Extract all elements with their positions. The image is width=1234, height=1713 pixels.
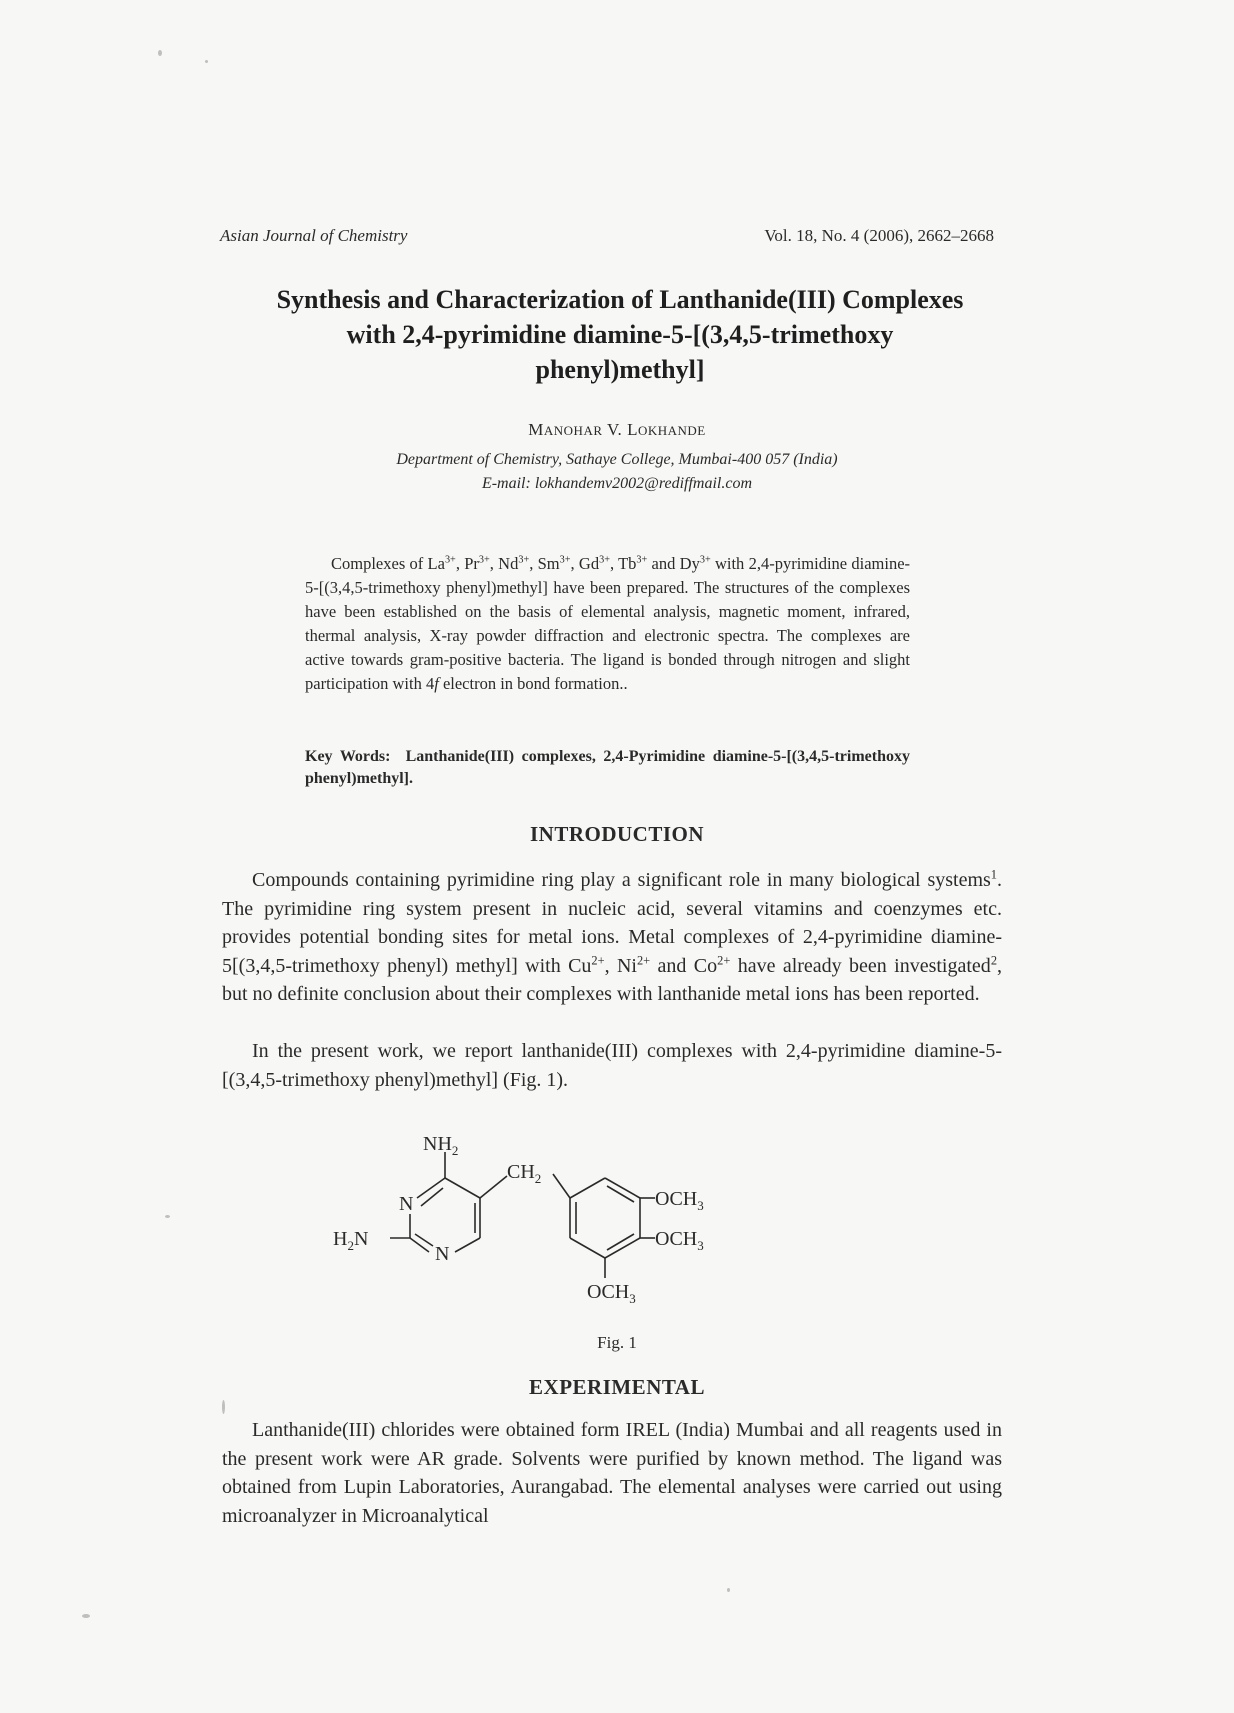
author-affiliation	[0, 448, 1234, 496]
section-heading-introduction: INTRODUCTION	[529, 822, 705, 846]
keywords-label: Key Words:	[305, 748, 391, 765]
scan-speck	[82, 1614, 90, 1618]
label-nh2-top: $NH_2$	[423, 1133, 459, 1158]
label-h2n: $H_2N$	[333, 1228, 369, 1253]
figure-caption: Fig. 1	[597, 1333, 637, 1352]
author-name: MANOHAR V. LOKHANDE	[528, 420, 706, 439]
scan-speck	[158, 50, 162, 56]
label-ch2: $CH_2$	[507, 1161, 542, 1186]
label-och3-3: $OCH_3$	[587, 1281, 636, 1306]
keywords-text: Lanthanide(III) complexes, 2,4-Pyrimidine diamine-5-[(3,4,5-trimethoxy phenyl)methyl].	[305, 748, 910, 787]
volume-info: Vol. 18, No. 4 (2006), 2662–2668	[764, 226, 994, 245]
abstract: Complexes of $La^{3+}$, $Pr^{3+}$, $Nd^{3+}$, $Sm^{3+}$, $Gd^{3+}$, $Tb^{3+}$ and $Dy^{3+}$ with 2,4-pyrimidine diamine-5-[(3,4,5-trimethoxy phenyl)methyl] have been prepared. The structures of the complexes have been established on the basis of elemental analysis, magnetic moment, infrared, thermal analysis, X-ray powder diffraction and electronic spectra. The complexes are active towards gram-positive bacteria. The ligand is bonded through nitrogen and slight participation with 4f electron in bond formation..	[305, 554, 911, 693]
title-line-2: with 2,4-pyrimidine diamine-5-[(3,4,5-trimethoxy	[346, 320, 894, 349]
scan-speck	[165, 1215, 170, 1218]
paper-title	[190, 282, 1050, 387]
scan-speck	[222, 1400, 225, 1414]
label-ring-n-upper: N	[399, 1193, 414, 1215]
introduction-paragraph-1: Compounds containing pyrimidine ring play a significant role in many biological systems$^1$. The pyrimidine ring system present in nucleic acid, several vitamins and coenzymes etc. provides potential bonding sites for metal ions. Metal complexes of 2,4-pyrimidine diamine-5[(3,4,5-trimethoxy phenyl) methyl] with $Cu^{2+}$, $Ni^{2+}$ and $Co^{2+}$ have already been investigated$^2$, but no definite conclusion about their complexes with lanthanide metal ions has been reported.	[222, 867, 1003, 1005]
title-line-3: phenyl)methyl]	[535, 355, 705, 384]
keywords	[305, 746, 910, 790]
email: E-mail: lokhandemv2002@rediffmail.com	[481, 475, 753, 492]
label-och3-1: $OCH_3$	[655, 1188, 704, 1213]
experimental-paragraph-1: Lanthanide(III) chlorides were obtained form IREL (India) Mumbai and all reagents used in the present work were AR grade. Solvents were purified by known method. The ligand was obtained from Lupin Laboratories, Aurangabad. The elemental analyses were carried out using microanalyzer in Microanalytical	[222, 1419, 1002, 1527]
section-heading-experimental: EXPERIMENTAL	[529, 1375, 705, 1399]
scan-speck	[205, 60, 208, 63]
introduction-paragraph-2: In the present work, we report lanthanide(III) complexes with 2,4-pyrimidine diamine-5-[(3,4,5-trimethoxy phenyl)methyl] (Fig. 1).	[222, 1040, 1002, 1091]
scan-speck	[727, 1588, 730, 1592]
label-och3-2: $OCH_3$	[655, 1228, 704, 1253]
department: Department of Chemistry, Sathaye College, Mumbai-400 057 (India)	[396, 451, 838, 468]
journal-name: Asian Journal of Chemistry	[220, 226, 408, 245]
title-line-1: Synthesis and Characterization of Lanthanide(III) Complexes	[276, 285, 964, 314]
structure-diagram	[333, 1128, 785, 1318]
label-ring-n-lower: N	[435, 1243, 450, 1265]
